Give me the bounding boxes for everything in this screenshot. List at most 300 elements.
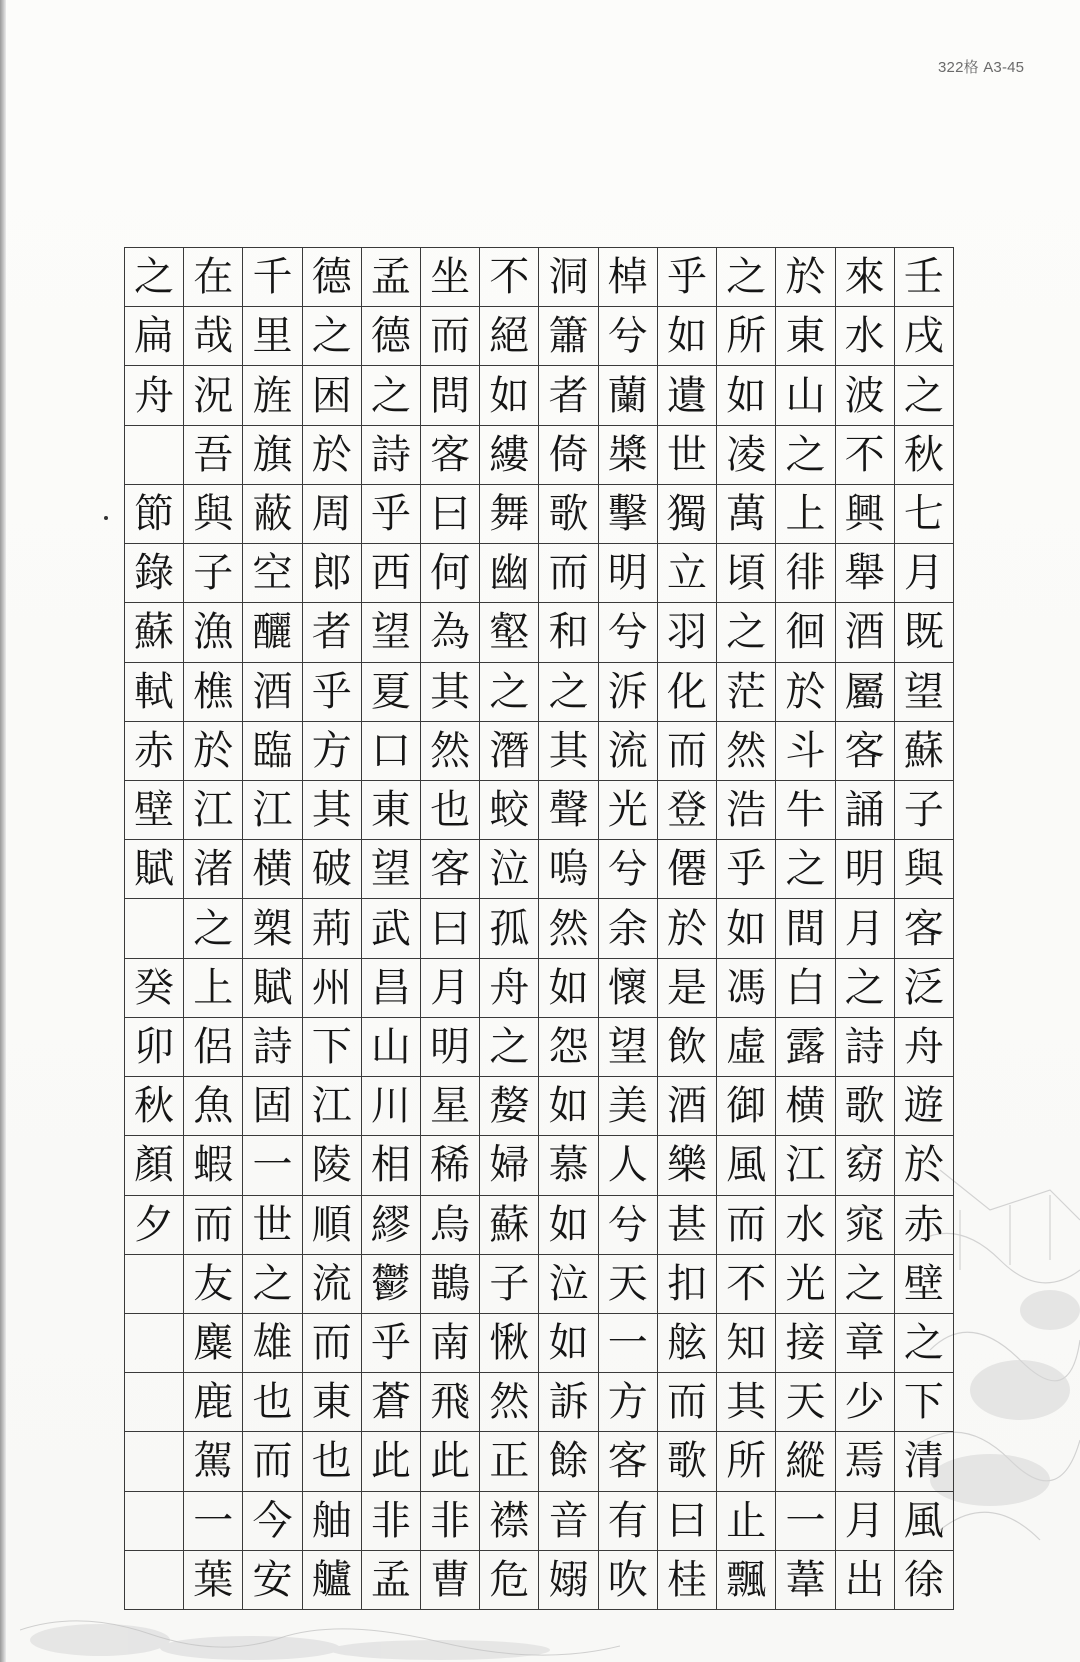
grid-cell: 美: [599, 1077, 657, 1136]
grid-column: [302, 248, 361, 1609]
grid-cell: 牛: [776, 781, 834, 840]
grid-cell: 於: [776, 248, 834, 307]
grid-cell: 口: [362, 722, 420, 781]
grid-cell: 月: [421, 959, 479, 1018]
grid-cell: 釃: [243, 603, 301, 662]
grid-cell: 之: [243, 1255, 301, 1314]
grid-cell: 酒: [836, 603, 894, 662]
grid-cell: 茫: [717, 663, 775, 722]
grid-cell: 孟: [362, 248, 420, 307]
grid-cell: 曰: [421, 899, 479, 958]
grid-column: [420, 248, 479, 1609]
grid-cell: 登: [658, 781, 716, 840]
grid-cell: 光: [599, 781, 657, 840]
grid-cell: 蘭: [599, 366, 657, 425]
grid-cell: 白: [776, 959, 834, 1018]
grid-cell: 扁: [125, 307, 183, 366]
grid-cell: 之: [717, 248, 775, 307]
grid-cell: 之: [895, 366, 953, 425]
grid-cell: 獨: [658, 485, 716, 544]
grid-cell: 吾: [184, 426, 242, 485]
grid-cell: 而: [658, 1373, 716, 1432]
grid-cell: 倚: [539, 426, 597, 485]
grid-column: [242, 248, 301, 1609]
grid-cell: 此: [421, 1432, 479, 1491]
grid-cell: 酒: [243, 663, 301, 722]
grid-cell: 臨: [243, 722, 301, 781]
grid-cell: 危: [489, 1556, 530, 1603]
grid-cell: 來: [836, 248, 894, 307]
grid-column: [894, 248, 953, 1609]
grid-cell: 婦: [480, 1136, 538, 1195]
grid-cell: [125, 1255, 183, 1314]
grid-cell: 駕: [184, 1432, 242, 1491]
grid-cell: 曹: [430, 1556, 471, 1603]
grid-cell: 望: [599, 1018, 657, 1077]
grid-cell: 也: [421, 781, 479, 840]
grid-column: [361, 248, 420, 1609]
grid-cell: 世: [243, 1196, 301, 1255]
grid-cell: 節: [125, 485, 183, 544]
grid-cell: [125, 1492, 183, 1551]
grid-cell: 兮: [599, 1196, 657, 1255]
grid-cell: 七: [895, 485, 953, 544]
grid-cell: 如: [539, 1077, 597, 1136]
grid-cell: 於: [895, 1136, 953, 1195]
grid-cell: 乎: [362, 485, 420, 544]
grid-cell: 壁: [895, 1255, 953, 1314]
grid-cell: 非: [362, 1492, 420, 1551]
grid-cell: 接: [776, 1314, 834, 1373]
grid-cell: 困: [303, 366, 361, 425]
grid-cell: 天: [776, 1373, 834, 1432]
grid-cell: 荊: [303, 899, 361, 958]
grid-cell: 餘: [539, 1432, 597, 1491]
grid-cell: 徐: [903, 1556, 944, 1603]
grid-cell: 興: [836, 485, 894, 544]
grid-cell: 魚: [184, 1077, 242, 1136]
grid-cell: 之: [480, 663, 538, 722]
grid-cell: 詩: [836, 1018, 894, 1077]
grid-cell: 一: [184, 1492, 242, 1551]
grid-cell: 詩: [362, 426, 420, 485]
grid-cell: 蘇: [125, 603, 183, 662]
grid-cell: 月: [836, 899, 894, 958]
grid-cell: 樵: [184, 663, 242, 722]
grid-cell: 縷: [480, 426, 538, 485]
grid-cell: 屬: [836, 663, 894, 722]
grid-cell: 侶: [184, 1018, 242, 1077]
grid-cell: 何: [421, 544, 479, 603]
writing-grid: [124, 247, 954, 1610]
grid-cell: 然: [539, 899, 597, 958]
grid-cell: 舷: [658, 1314, 716, 1373]
grid-cell: 其: [717, 1373, 775, 1432]
grid-cell: 歌: [539, 485, 597, 544]
grid-cell: 東: [362, 781, 420, 840]
grid-cell: 流: [599, 722, 657, 781]
grid-cell: 愀: [480, 1314, 538, 1373]
grid-cell: 壁: [125, 781, 183, 840]
grid-cell: 方: [599, 1373, 657, 1432]
grid-cell: 子: [480, 1255, 538, 1314]
grid-cell: 為: [421, 603, 479, 662]
grid-column: [183, 248, 242, 1609]
grid-cell: 陵: [303, 1136, 361, 1195]
grid-cell: 兮: [599, 840, 657, 899]
grid-cell: 舉: [836, 544, 894, 603]
grid-cell: 簫: [539, 307, 597, 366]
grid-cell: 之: [776, 840, 834, 899]
grid-cell: 坐: [421, 248, 479, 307]
grid-cell: 出: [844, 1556, 885, 1603]
grid-cell: 之: [836, 1255, 894, 1314]
grid-cell: 而: [243, 1432, 301, 1491]
grid-cell: 曰: [421, 485, 479, 544]
grid-cell: 東: [776, 307, 834, 366]
grid-cell: 訴: [539, 1373, 597, 1432]
grid-cell: 遺: [658, 366, 716, 425]
grid-cell: 所: [717, 307, 775, 366]
grid-cell: 横: [776, 1077, 834, 1136]
grid-cell: 頃: [717, 544, 775, 603]
grid-column: [835, 248, 894, 1609]
grid-cell: 既: [895, 603, 953, 662]
grid-cell: 然: [421, 722, 479, 781]
grid-cell: 余: [599, 899, 657, 958]
grid-cell: 周: [303, 485, 361, 544]
grid-cell: 相: [362, 1136, 420, 1195]
grid-cell: 之: [480, 1018, 538, 1077]
grid-cell: 川: [362, 1077, 420, 1136]
grid-cell: 非: [421, 1492, 479, 1551]
grid-cell: 在: [184, 248, 242, 307]
grid-cell: 明: [599, 544, 657, 603]
grid-cell: 露: [776, 1018, 834, 1077]
grid-cell: 嗚: [539, 840, 597, 899]
grid-cell: 懷: [599, 959, 657, 1018]
grid-cell: 哉: [184, 307, 242, 366]
grid-cell: 幽: [480, 544, 538, 603]
grid-cell: 戌: [895, 307, 953, 366]
grid-cell: 章: [836, 1314, 894, 1373]
grid-cell: 曰: [658, 1492, 716, 1551]
grid-cell: 有: [599, 1492, 657, 1551]
grid-cell: 固: [243, 1077, 301, 1136]
grid-cell: 旗: [243, 426, 301, 485]
grid-cell: 望: [362, 603, 420, 662]
grid-cell: 兮: [599, 307, 657, 366]
grid-cell: 與: [895, 840, 953, 899]
grid-cell: [125, 899, 183, 958]
grid-cell: 昌: [362, 959, 420, 1018]
grid-cell: 之: [717, 603, 775, 662]
grid-cell: 如: [717, 899, 775, 958]
grid-cell: 人: [599, 1136, 657, 1195]
grid-column: [775, 248, 834, 1609]
grid-cell: 歌: [658, 1432, 716, 1491]
grid-cell: 飄: [726, 1556, 767, 1603]
grid-cell: 下: [303, 1018, 361, 1077]
grid-cell: 正: [480, 1432, 538, 1491]
grid-cell: 蛟: [480, 781, 538, 840]
grid-cell: 洞: [539, 248, 597, 307]
grid-cell: 誦: [836, 781, 894, 840]
grid-cell: 蒼: [362, 1373, 420, 1432]
grid-cell: 之: [184, 899, 242, 958]
grid-cell: 江: [776, 1136, 834, 1195]
grid-cell: [125, 426, 183, 485]
grid-cell: 於: [658, 899, 716, 958]
grid-cell: 乎: [658, 248, 716, 307]
grid-cell: 之: [125, 248, 183, 307]
grid-cell: 癸: [125, 959, 183, 1018]
grid-cell: 慕: [539, 1136, 597, 1195]
grid-cell: 槊: [243, 899, 301, 958]
grid-cell: 徘: [776, 544, 834, 603]
grid-cell: 然: [480, 1373, 538, 1432]
grid-cell: 客: [836, 722, 894, 781]
grid-cell: 止: [717, 1492, 775, 1551]
grid-cell: 孟: [370, 1556, 411, 1603]
grid-cell: 吹: [607, 1556, 648, 1603]
grid-cell: 桂: [667, 1556, 708, 1603]
grid-cell: 葦: [785, 1556, 826, 1603]
grid-cell: 槳: [599, 426, 657, 485]
grid-cell: 一: [599, 1314, 657, 1373]
grid-cell: 扣: [658, 1255, 716, 1314]
grid-cell: 之: [836, 959, 894, 1018]
grid-cell: 錄: [125, 544, 183, 603]
grid-cell: 其: [539, 722, 597, 781]
grid-cell: 斗: [776, 722, 834, 781]
grid-cell: 流: [303, 1255, 361, 1314]
grid-cell: 所: [717, 1432, 775, 1491]
grid-cell: 舞: [480, 485, 538, 544]
grid-cell: 波: [836, 366, 894, 425]
grid-cell: 飲: [658, 1018, 716, 1077]
grid-cell: 窈: [836, 1136, 894, 1195]
grid-cell: 如: [539, 1196, 597, 1255]
grid-cell: 潛: [480, 722, 538, 781]
grid-cell: 如: [539, 959, 597, 1018]
grid-cell: 也: [243, 1373, 301, 1432]
grid-cell: 光: [776, 1255, 834, 1314]
grid-cell: 樂: [658, 1136, 716, 1195]
grid-cell: 千: [243, 248, 301, 307]
grid-cell: 赤: [125, 722, 183, 781]
grid-cell: 詩: [243, 1018, 301, 1077]
grid-cell: 擊: [599, 485, 657, 544]
grid-cell: 蝦: [184, 1136, 242, 1195]
grid-cell: 東: [303, 1373, 361, 1432]
grid-cell: 其: [303, 781, 361, 840]
grid-cell: 蘇: [480, 1196, 538, 1255]
grid-cell: 於: [776, 663, 834, 722]
grid-cell: 望: [895, 663, 953, 722]
grid-cell: 如: [717, 366, 775, 425]
grid-cell: 天: [599, 1255, 657, 1314]
grid-cell: 其: [421, 663, 479, 722]
grid-cell: 南: [421, 1314, 479, 1373]
grid-cell: 聲: [539, 781, 597, 840]
grid-cell: 烏: [421, 1196, 479, 1255]
grid-cell: 一: [243, 1136, 301, 1195]
grid-cell: 問: [421, 366, 479, 425]
grid-cell: 麋: [184, 1314, 242, 1373]
grid-cell: 秋: [125, 1077, 183, 1136]
grid-cell: 之: [776, 426, 834, 485]
ink-speck: [104, 516, 108, 520]
grid-cell: 兮: [599, 603, 657, 662]
grid-cell: 壑: [480, 603, 538, 662]
grid-cell: 少: [836, 1373, 894, 1432]
grid-cell: 羽: [658, 603, 716, 662]
grid-cell: 不: [480, 248, 538, 307]
grid-cell: 如: [539, 1314, 597, 1373]
grid-cell: 月: [836, 1492, 894, 1551]
grid-cell: 雄: [243, 1314, 301, 1373]
grid-cell: 和: [539, 603, 597, 662]
grid-cell: 星: [421, 1077, 479, 1136]
grid-cell: 乎: [303, 663, 361, 722]
grid-cell: 繆: [362, 1196, 420, 1255]
grid-cell: 舟: [895, 1018, 953, 1077]
grid-cell: 棹: [599, 248, 657, 307]
grid-cell: 賦: [243, 959, 301, 1018]
grid-cell: 水: [836, 307, 894, 366]
grid-column: [716, 248, 775, 1609]
grid-cell: 者: [539, 366, 597, 425]
grid-cell: 怨: [539, 1018, 597, 1077]
grid-cell: 也: [303, 1432, 361, 1491]
grid-cell: 而: [303, 1314, 361, 1373]
grid-cell: [125, 1432, 183, 1491]
grid-cell: 之: [539, 663, 597, 722]
grid-cell: 之: [362, 366, 420, 425]
grid-cell: 賦: [125, 840, 183, 899]
grid-cell: 蔽: [243, 485, 301, 544]
grid-cell: 然: [717, 722, 775, 781]
grid-cell: 是: [658, 959, 716, 1018]
grid-cell: 歌: [836, 1077, 894, 1136]
grid-cell: 客: [599, 1432, 657, 1491]
grid-cell: 嫠: [480, 1077, 538, 1136]
grid-cell: 子: [895, 781, 953, 840]
grid-cell: 遊: [895, 1077, 953, 1136]
grid-cell: 破: [303, 840, 361, 899]
grid-cell: 縱: [776, 1432, 834, 1491]
grid-cell: 安: [252, 1556, 293, 1603]
binding-edge: [0, 0, 6, 1662]
grid-cell: 而: [717, 1196, 775, 1255]
grid-cell: 壬: [895, 248, 953, 307]
grid-cell: 郎: [303, 544, 361, 603]
grid-cell: 僊: [658, 840, 716, 899]
grid-cell: 此: [362, 1432, 420, 1491]
grid-cell: 州: [303, 959, 361, 1018]
grid-cell: [125, 1314, 183, 1373]
grid-cell: 友: [184, 1255, 242, 1314]
grid-cell: 襟: [480, 1492, 538, 1551]
grid-cell: 之: [895, 1314, 953, 1373]
grid-cell: 江: [243, 781, 301, 840]
grid-cell: 客: [421, 840, 479, 899]
grid-cell: 世: [658, 426, 716, 485]
grid-cell: 而: [184, 1196, 242, 1255]
grid-cell: 徊: [776, 603, 834, 662]
grid-cell: 西: [362, 544, 420, 603]
grid-cell: 水: [776, 1196, 834, 1255]
grid-cell: 鹿: [184, 1373, 242, 1432]
grid-cell: 不: [717, 1255, 775, 1314]
grid-cell: 清: [895, 1432, 953, 1491]
grid-cell: 馮: [717, 959, 775, 1018]
grid-cell: 飛: [421, 1373, 479, 1432]
grid-cell: 舟: [125, 366, 183, 425]
grid-cell: 御: [717, 1077, 775, 1136]
grid-cell: 舟: [480, 959, 538, 1018]
grid-cell: 於: [303, 426, 361, 485]
grid-cell: 顏: [125, 1136, 183, 1195]
grid-cell: 立: [658, 544, 716, 603]
grid-cell: 客: [421, 426, 479, 485]
grid-cell: 浩: [717, 781, 775, 840]
grid-cell: 空: [243, 544, 301, 603]
grid-cell: 況: [184, 366, 242, 425]
grid-cell: 艫: [311, 1556, 352, 1603]
grid-cell: 如: [480, 366, 538, 425]
grid-cell: 乎: [362, 1314, 420, 1373]
grid-cell: 明: [421, 1018, 479, 1077]
grid-cell: 如: [658, 307, 716, 366]
grid-cell: 渚: [184, 840, 242, 899]
grid-cell: 絕: [480, 307, 538, 366]
grid-cell: [125, 1373, 183, 1432]
grid-cell: 泣: [539, 1255, 597, 1314]
grid-cell: 夕: [125, 1196, 183, 1255]
grid-cell: 望: [362, 840, 420, 899]
grid-cell: 虛: [717, 1018, 775, 1077]
grid-cell: 赤: [895, 1196, 953, 1255]
grid-cell: 於: [184, 722, 242, 781]
grid-cell: 德: [303, 248, 361, 307]
grid-cell: 甚: [658, 1196, 716, 1255]
grid-cell: 泛: [895, 959, 953, 1018]
grid-cell: 凌: [717, 426, 775, 485]
grid-column: [657, 248, 716, 1609]
grid-cell: [125, 1551, 183, 1609]
sheet-code-label: 322格 A3-45: [938, 59, 1025, 76]
grid-column: [538, 248, 597, 1609]
grid-cell: 軾: [125, 663, 183, 722]
grid-cell: 上: [184, 959, 242, 1018]
grid-cell: 孤: [480, 899, 538, 958]
grid-cell: 與: [184, 485, 242, 544]
grid-cell: 酒: [658, 1077, 716, 1136]
grid-cell: 今: [243, 1492, 301, 1551]
grid-cell: 山: [362, 1018, 420, 1077]
grid-cell: 上: [776, 485, 834, 544]
grid-cell: 旌: [243, 366, 301, 425]
grid-cell: 泝: [599, 663, 657, 722]
grid-cell: 嫋: [548, 1556, 589, 1603]
grid-cell: 方: [303, 722, 361, 781]
grid-cell: 而: [421, 307, 479, 366]
grid-cell: 明: [836, 840, 894, 899]
grid-cell: 乎: [717, 840, 775, 899]
grid-cell: 化: [658, 663, 716, 722]
